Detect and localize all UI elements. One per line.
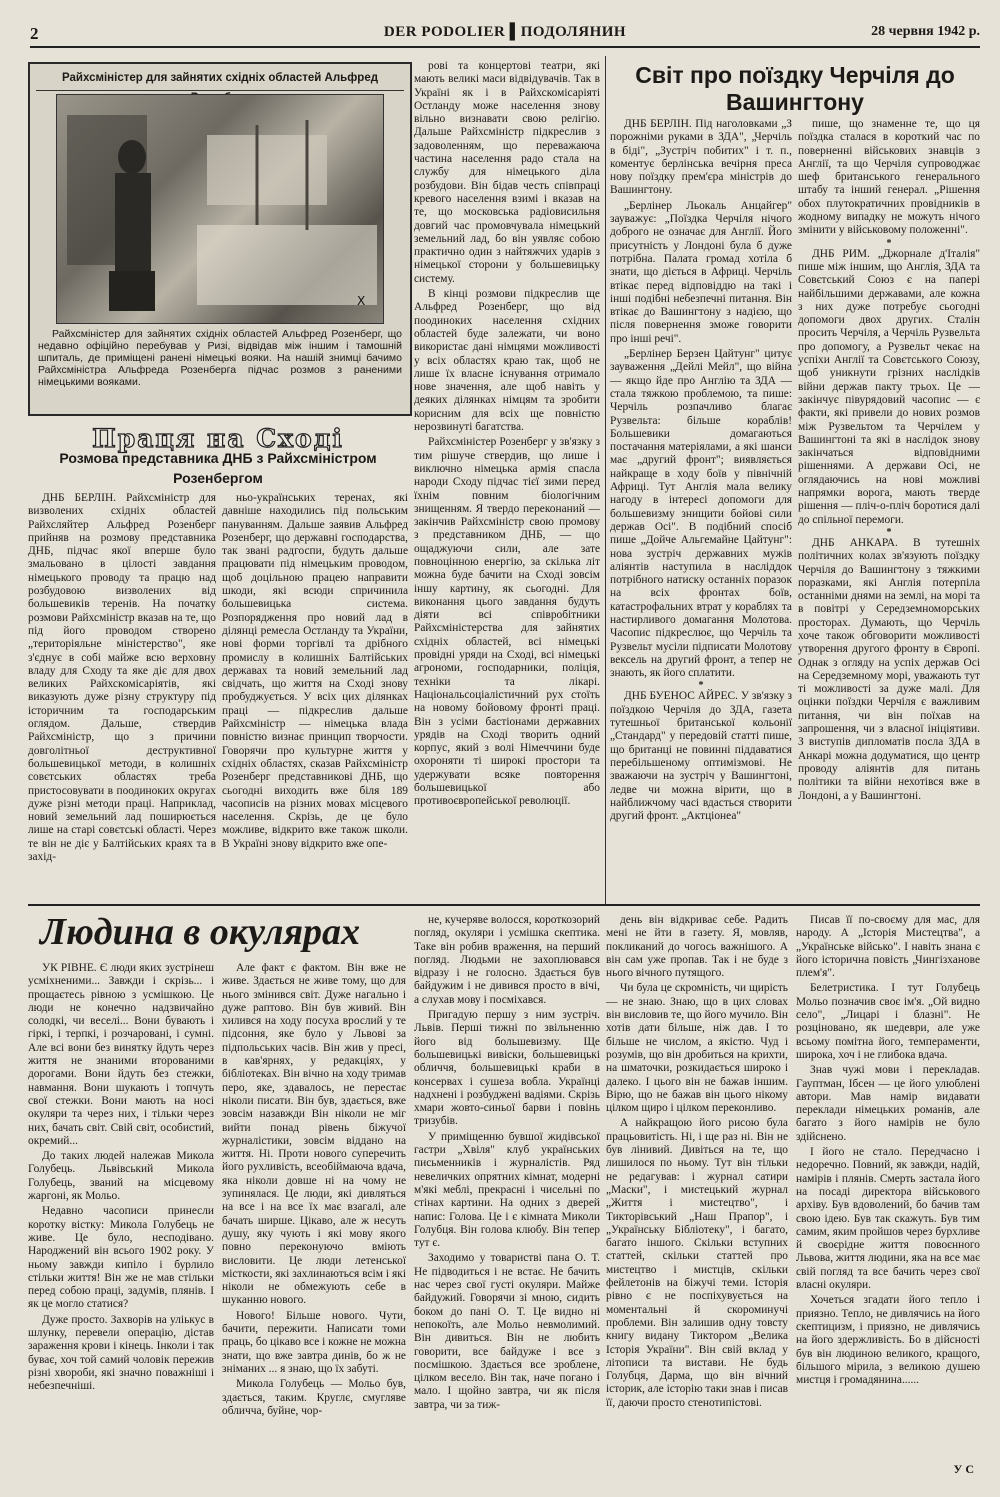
paragraph: ньо-українських теренах, які давніше находились під польським пануванням. Дальше заявив Альфред Розенберг, що державні господарства, так звані радгоспи, будуть дальше працювати під німецьким проводом, щоб доцільною працею направити шкоди, які всюди спричинила большевицька система. Розпорядження про новий лад в ділянці ремесла Остланду та України, нові форми торгівлі та дрібного промислу в колишніх Балтійських державах та новий земельний лад свідчать, що життя на Сході знову пробуджується. У всіх цих ділянках праці — підкреслив дальше Райхсміністр — німецька влада повністю визнає принцип творчости. Говорячи про культурне життя у східніх областях, сказав Райхсміністр Розенберг представникові ДНБ, що сьогодні виходить вже біля 189 часописів на різних мовах місцевого населення. Скрізь, де це було можливе, відкрито вже також школи. В Україні знову відкрито вже опе- xyxy=(222,492,408,850)
liudyna-column-2 xyxy=(222,962,406,1457)
paragraph: Дуже просто. Захворів на уліькус в шлунку, перевели операцію, дістав зараження крови і кінець. Інколи і так буває, хоч той самий чоловік пережив різні хвороби, які значно поважніші і небезпечніші. xyxy=(28,1313,214,1393)
photo-image xyxy=(56,94,384,324)
paragraph: Нового! Більше нового. Чути, бачити, пережити. Написати томи праць, бо цікаво все і кожне не можна знати, що вже завтра динів, бо ж не зніманих ... я знаю, що їх забуті. xyxy=(222,1309,406,1375)
paragraph: „Берлінер Льокаль Анцайгер" зауважує: „Поїздка Черчіля нічого доброго не означає для Англії. Його присутність у Лондоні була б дуже потрібна. Палата громад хотіла б знати, що діється в Африці. Черчіль втікає перед відповіддю на такі і інші подібні небезпечні питання. Він втікає до Вашингтону з надією, що після повернення зможе говорити про інші речі". xyxy=(610,199,792,345)
newspaper-title: DER PODOLIER ▌ПОДОЛЯНИН xyxy=(383,24,627,40)
paragraph: ДНБ БЕРЛІН. Під наголовками „З порожніми руками в ЗДА", „Черчіль в біді", „Зустріч побитих" і т. п., коментує берлінська вечірня преса нову поїздку прем'єра міністрів до Вашингтону. xyxy=(610,118,792,197)
paragraph: рові та концертові театри, які мають великі маси відвідувачів. Так в Україні як і в Райхскомісаріяті Остланду може населення знову вільно визнавати свою релігію. Дальше Райхсміністр підкреслив з задоволенням, що переважаюча частина населення радо стала на службу для німецького діла розбудови. Він бідав честь співпраці кревого населення взимі і вказав на те, що московська радіовисильня довгий час промовчувала німецький земельний лад, бо він уявляє собою практично один з найтяжчих ударів з німецької сторони у большевицьку систему. xyxy=(414,60,600,285)
photo-figure-drawing xyxy=(57,95,383,323)
liudyna-column-3 xyxy=(414,914,600,1457)
paragraph: Хочеться згадати його тепло і приязно. Тепло, не дивлячись на його скептицизм, і приязно, не дивлячись на його здержливість. Бо в дійсності був він людиною великого, кращого, більшого мірила, з великою душею мистця і громадянина...... xyxy=(796,1294,980,1387)
rosenberg-subheadline: Розмова представника ДНБ з Райхсміністром Розенбергом xyxy=(59,450,377,486)
author-signature: У С xyxy=(953,1462,974,1476)
paragraph: У приміщенню бувшої жидівської гастри „Хвіля" клуб українських письменників і журналістів. Ряд невеличких опрятних кімнат, модерні м'які меблі, прекрасні і чисельні по стінах картини. На одних з дверей напис: Голова. Це і є кімната Миколи Голубця. Він голова клюбу. Він тепер тут є. xyxy=(414,1130,600,1250)
churchill-headline: Світ про поїздку Черчіля до Вашингтону xyxy=(635,62,955,115)
page-number: 2 xyxy=(30,24,39,43)
churchill-column-2 xyxy=(798,118,980,900)
photo-title: Райхсміністер для зайнятих східніх областей Альфред xyxy=(36,68,404,91)
paragraph: пише, що знаменне те, що ця поїздка сталася в короткий час по поверненні військових знавців з Англії, та що Черчіля супроводжає шеф британського генерального штабу та інший генерал. „Рішення обох плутократичних провідників в жодному випадку не можуть нічого змінити у військовому положенні". xyxy=(798,118,980,237)
paragraph: ДНБ АНКАРА. В тутешніх політичних колах зв'язують поїздку Черчіля до Вашингтону з тяжкими поразками, які Англія потерпіла останніми днями на землі, на морі та в повітрі у Середземноморських просторах. Думають, що Черчіль хоче також обговорити можливості утворення другого фронту в Європі. Однак з огляду на успіх держав Осі на Середземному морі, уважають тут ті можливості за дуже малі. Для оцінки поїздки Черчіля є важливим питання, чи він поїхав на запрошення, чи з власної ініціятиви. З виступів дипломатів посла ЗДА в Анкарі можна додуматися, що центр проводу аліянтів для питань політики та війни нехотівся вже в Лондоні, а у Вашингтоні. xyxy=(798,536,980,802)
photo-caption-text: Райхсміністер для зайнятих східніх областей Альфред Розенберг, що недавно офіційно перебував у Ризі, відвідав між іншим і тамошній шпиталь, де приміщені ранені німецькі вояки. На нашій знимці бачимо Райхсміністра Альфреда Розенберга підчас розмов з раненими німецькими вояками. xyxy=(38,328,402,388)
liudyna-column-5 xyxy=(796,914,980,1457)
paragraph: Але факт є фактом. Він вже не живе. Здається не живе тому, що для нього змінився світ. Дуже нагально і дуже раптово. Він був живий. Він хилився на ходу посуха врослий у те підсоння, яке було у Львові за підпольських часів. Він жив у пресі, в кав'ярнях, у редакціях, у бібліотеках. Він вічно на ходу тримав перо, яке, здавалось, не перестає ніколи писати. Він був, здається, вже зовсім назавжди Він ніколи не міг вийти понад рівень біжучої журналістики, зовсім віддано на життя. Ні. Проти нового суперечить його рухливість, всеобіймаюча вдача, яка ніколи довше ні на чому не зупинялася. Це люди, які дивляться на все і на все їх має взагалі, але бачать ширше. Цікаво, але ж несуть душу, яку чують і які мову якого повно переконуючо вміють висловити. Це люди летенської місткости, які захлинаються всім і які ніколи не обмежують себе в шуканню нового. xyxy=(222,962,406,1307)
paragraph: В кінці розмови підкреслив ще Альфред Розенберг, що від поодиноких населення східних областей буде залежати, чи воно використає дані німцями можливості у всіх областях краю так, щоб не лише їх власне існування отримало нове значення, але щоб навіть у деяких ділянках німцям та зробити корисним для всіх ще повністю нерозвинуті багатства. xyxy=(414,288,600,434)
separator-star: * xyxy=(886,237,892,249)
paragraph: „Берлінер Берзен Цайтунг" цитує зауваження „Дейлі Мейл", що війна — якщо йде про Англію та ЗДА — стала тяжкою проблемою, та пише: Черчіль розпачливо благає Рузвельта: більше кораблів! Большевики домагаються постачання матеріялами, а які шанси має „другий фронт"; виявляється найкраще в ходу боїв у північній Африці. Тут Англія мала велику нагоду в інтересі допомоги для большевизму знищити бойові сили держав Осі". В подібний спосіб пише „Дойче Альгемайне Цайтунг": нова зустріч державних мужів аліянтів наступила в насліддок потрібного натиску останніх поразок на всіх фронтах боїв, катастрофальних втрат у кораблях та настирливого домагання Молотова. Часопис підкреслює, що Черчіль та Рузвельт мусіли підписати Молотову вексель на другий фронт, а тепер не знають, як його сплатити. xyxy=(610,348,792,680)
rosenberg-headline: Праця на Сході xyxy=(92,424,344,453)
paragraph: Знав чужі мови і перекладав. Гауптман, Ібсен — це його улюблені автори. Мав намір видавати переклади німецьких романів, але багато з його намірів не було здійснено. xyxy=(796,1064,980,1143)
paragraph: До таких людей належав Микола Голубець. Львівський Микола Голубець, званий на місцевому жаргоні, як Мольо. xyxy=(28,1150,214,1203)
section-divider xyxy=(28,904,980,906)
paragraph: Писав її по-своєму для мас, для народу. А „Історія Мистецтва", а „Українське військо". І навіть знана є його історична повість „Чингізханове плем'я". xyxy=(796,914,980,980)
column-divider xyxy=(605,56,606,904)
photo-block xyxy=(28,62,412,416)
paragraph: Чи була це скромність, чи щирість — не знаю. Знаю, що в цих словах він висловив те, що його мучило. Він хотів дати більше, ніж дав. І то більше не числом, а якістю. Чуд і розумів, що він дробиться на крихти, на шматочки, розкидається широко і далеко. І цього він не бажав іншим. Вірю, що не бажав він цього нікому цілком щиро і цілком переконливо. xyxy=(606,982,788,1115)
paragraph: ДНБ БУЕНОС АЙРЕС. У зв'язку з поїздкою Черчіля до ЗДА, газета тутешньої британської кольонії „Стандард" у передовій статті пише, що британці не повинні піддаватися перебільшеному оптимізмові. Не зважаючи на зустріч у Вашингтоні, ледве чи можна вірити, що в найближчому часі вдасться створити другий фронт. „Актціонеа" xyxy=(610,690,792,823)
churchill-column-1 xyxy=(610,118,792,900)
paragraph: А найкращою його рисою була працьовитість. Ні, і ще раз ні. Він не був лінивий. Дивіться на те, що лишилося по ньому. Тут він тільки не редагував: і журнал сатири „Маски", і мистецький журнал „Життя і мистецтво", і Тикторівський „Наш Прапор", і „Українську Бібліотеку", і багато, багато іншого. Скільки вступних статтей, скільки статтей про мистецтво і мистців, скільки фейлетонів на біжучі теми. Історія рівно є не поспіхувується на моментальні й скороминучі проблеми. Він залишив одну товсту книгу видану Тиктором „Велика Історія України". Він свій вклад у літописи та вистави. Не будь Голубця, Дарма, що він вічний історик, але історію таки знав і писав її, даючи просто стенотипістові. xyxy=(606,1117,788,1409)
paragraph: ДНБ БЕРЛІН. Райхсміністр для визволених східніх областей Райхсляйтер Альфред Розенберг прийняв на розмову представника ДНБ, підчас якої вперше було змальовано в цілості завдання німецького проводу та працю над розбудовою визволених від большевиків теренів. На початку розмови Райхсміністр вказав на те, що під його проводом створено „територіяльне міністерство", яке з'єднує в собі майже всю верховну владу для Сходу та яке діє для двох великих Райхскомісаріятів, які виказують дуже різну структуру під історичним та господарським оглядом. Дальше, ствердив Райхсміністр, що з причини довголітньої деструктивної большевицької методи, в колишніх совєтських областях треба пристосовувати в поодиноких округах дуже різні методи праці. Наприклад, новий земельний лад поширюється лише на старі совєтські області. Через те він не діє у Балтійських краях та в захід- xyxy=(28,492,216,864)
liudyna-column-1 xyxy=(28,962,214,1457)
paragraph: Недавно часописи принесли коротку вістку: Микола Голубець не живе. Це було, несподівано. Народжений він всього 1902 року. У ньому завжди кипіло і бурлило стільки життя! Він же не мав стільки перед собою праці, задумів, плянів. І як це могло статися? xyxy=(28,1205,214,1311)
liudyna-column-4 xyxy=(606,914,788,1457)
rosenberg-column-1 xyxy=(28,492,216,900)
paragraph: день він відкриває себе. Радить мені не йти в газету. Я, мовляв, покликаний до чогось важнішого. А він сам уже пропав. Так і не буде з нього вічного путящого. xyxy=(606,914,788,980)
liudyna-headline: Людина в окулярах xyxy=(40,911,361,953)
paragraph: не, кучеряве волосся, короткозорий погляд, окуляри і усмішка скептика. Таке він робив враження, на перший погляд. Людьми не захоплювався відразу і не голосно. Здається був байдужим і не дивився просто в вічі, а слухав мову і посміхався. xyxy=(414,914,600,1006)
rosenberg-column-3 xyxy=(414,60,600,900)
rosenberg-column-2 xyxy=(222,492,408,900)
paragraph: Заходимо у товаристві пана О. Т. Не підводиться і не встає. Не бачить нас через свої густі окуляри. Майже байдужий. Говорячи зі мною, сидить боком до пані О. Т. Це видно ні непокоїть, але Мольо невмолимий. Він дивиться. Він не любить говорити, все байдуже і все з посмішкою. Здається все зроблене, цілком весело. Він так, наче погано і мало. І щойно завтра, чи як після завтра, чи за тиж- xyxy=(414,1252,600,1411)
paragraph: І його не стало. Передчасно і недоречно. Повний, як завжди, надій, намірів і плянів. Смерть застала його на посаді директора військового архіву. Був вдоволений, бо бачив там свою ідею. Був так скажуть. Був тим самим, яким пройшов через бурхливе й своєрідне життя повоєнного Львова, життя людини, яка на все має свій погляд та все бачить через свої власні окуляри. xyxy=(796,1146,980,1292)
separator-star: * xyxy=(886,526,892,538)
photo-caption xyxy=(38,328,402,388)
paragraph: Белетристика. І тут Голубець Мольо позначив своє ім'я. „Ой видно село", „Лицарі і блазні". Не розціновано, як шедеври, але уже всьому помітна його, темпераменти, широка, хоч і не глибока вдача. xyxy=(796,982,980,1061)
paragraph: Микола Голубець — Мольо був, здається, таким. Круглє, смугляве обличча, буйне, чор- xyxy=(222,1378,406,1417)
paragraph: УК РІВНЕ. Є люди яких зустрінеш усміхненими... Завжди і скрізь... і прощаєтесь рівною з усмішкою. Це люди не конечно надзвичайно солодкі, чи веселі... Вони бувають і гіркі, і терпкі, і розчаровані, і сумні. Але всі вони без винятку йдуть через життя не знаними второваними дорогами. Вони йдуть без стежки, навмання. Вони шукають і топчуть свої стежки. Вони мають на носі окуляри та через них, і тільки через них, бачать світ. Свій світ, особистий, окремий... xyxy=(28,962,214,1147)
paragraph: Пригадую першу з ним зустріч. Львів. Перші тижні по звільненню його від большевизму. Ще большевицькі вивіски, большевицькі обличчя, большевицькі краби в консервах і сушеза вобла. Українці надхнені і розбуджені вадіями. Скрізь хмари жовто-синьої барви і повінь тризубів. xyxy=(414,1009,600,1128)
photo-mark: X xyxy=(357,294,366,308)
masthead xyxy=(30,18,980,48)
issue-date: 28 червня 1942 р. xyxy=(871,24,980,39)
separator-star: * xyxy=(698,680,704,692)
paragraph: ДНБ РИМ. „Джорнале д'Італія" пише між іншим, що Англія, ЗДА та Совєтський Союз є на папері найбільшими державами, але кожна з них дуже потребує сьогодні допомоги двох других. Сталін просить Черчіля, а Черчіль Рузвельта про допомогу, а Рузвельт чекає на успіхи Англії та Совєтського Союзу, щоб уникнути грізних наслідків війни держав пакту трьох. Це — закінчує півурядовий часопис — є факти, які привели до нових розмов між Рузвельтом та Черчілем у Вашингтоні та які в наслідок знову закінчаться відповідними рішеннями. А держави Осі, не оглядаючись на нові можливі напрямки ворога, мають тверде рішення — пліч-о-пліч боротися далі до спільної перемоги. xyxy=(798,247,980,526)
paragraph: Райхсміністер Розенберг у зв'язку з тим рішуче ствердив, що лише і виключно німецька армія спасла народи Сходу підчас тієї зими перед їхнім повним біологічним знищенням. Я твердо переконаний — закінчив Райхсміністр свою промову з представником ДНБ, — що ощаджуючи сили, але зате повноцінною енергію, за скілька літ можна буде бачити на Сході зовсім іншу картину, як сьогодні. Для виконання цього завдання будуть діяти всі співробітники Райхсміністерства для зайнятих східніх областей, всі німецькі провідні уряди на Сході, всі німецькі агрономи, господарники, поліція, техніки та лікарі. Національсоціалістичний рух стоїть на новому бойовому фронті праці. Він з усіми бастіонами державних урядів на Сході творить одний корпус, який з волі Німеччини буде охороняти ті широкі простори та удержувати всяке повторення большевицької або противоєвропейської революції. xyxy=(414,436,600,808)
